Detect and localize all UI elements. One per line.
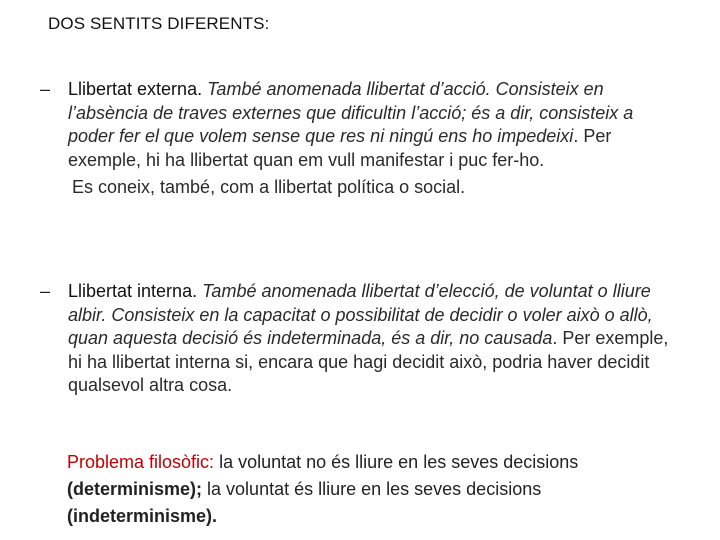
problem-text-2: la voluntat és lliure en les seves decisions xyxy=(202,479,542,499)
bullet-paragraph xyxy=(68,78,680,172)
problem-determinisme: (determinisme); xyxy=(67,479,203,499)
problem-statement xyxy=(67,449,677,530)
example-externa: . Per exemple, hi ha llibertat quan em vull manifestar i puc fer-ho. xyxy=(68,126,612,170)
term-interna: Llibertat interna. xyxy=(68,281,198,301)
definition-interna: També anomenada llibertat d’elecció, de voluntat o lliure albir. Consisteix en la capacitat o possibilitat de decidir o voler això o allò, quan aquesta decisió és indeterminada, és a dir, no causada xyxy=(68,281,653,348)
term-externa: Llibertat externa. xyxy=(68,79,203,99)
problem-text-1: la voluntat no és lliure en les seves decisions xyxy=(214,452,579,472)
bullet-row xyxy=(40,280,680,398)
bullet-llibertat-interna xyxy=(40,280,680,398)
note-externa: Es coneix, també, com a llibertat política o social. xyxy=(72,177,466,197)
bullet-paragraph xyxy=(68,280,680,398)
problem-label: Problema filosòfic: xyxy=(67,452,215,472)
definition-externa: També anomenada llibertat d’acció. Consisteix en l’absència de traves externes que dificultin l’acció; és a dir, consisteix a poder fer el que volem sense que res ni ningú ens ho impedeixi xyxy=(68,79,634,146)
bullet-dash: – xyxy=(40,79,51,99)
example-interna: . Per exemple, hi ha llibertat interna si, encara que hagi decidit això, podria haver decidit qualsevol altra cosa. xyxy=(68,328,669,395)
problem-indeterminisme: (indeterminisme). xyxy=(67,506,218,526)
bullet-row xyxy=(40,78,680,172)
page-title: DOS SENTITS DIFERENTS: xyxy=(48,14,270,33)
bullet-dash: – xyxy=(40,281,51,301)
bullet-llibertat-externa xyxy=(40,78,680,200)
